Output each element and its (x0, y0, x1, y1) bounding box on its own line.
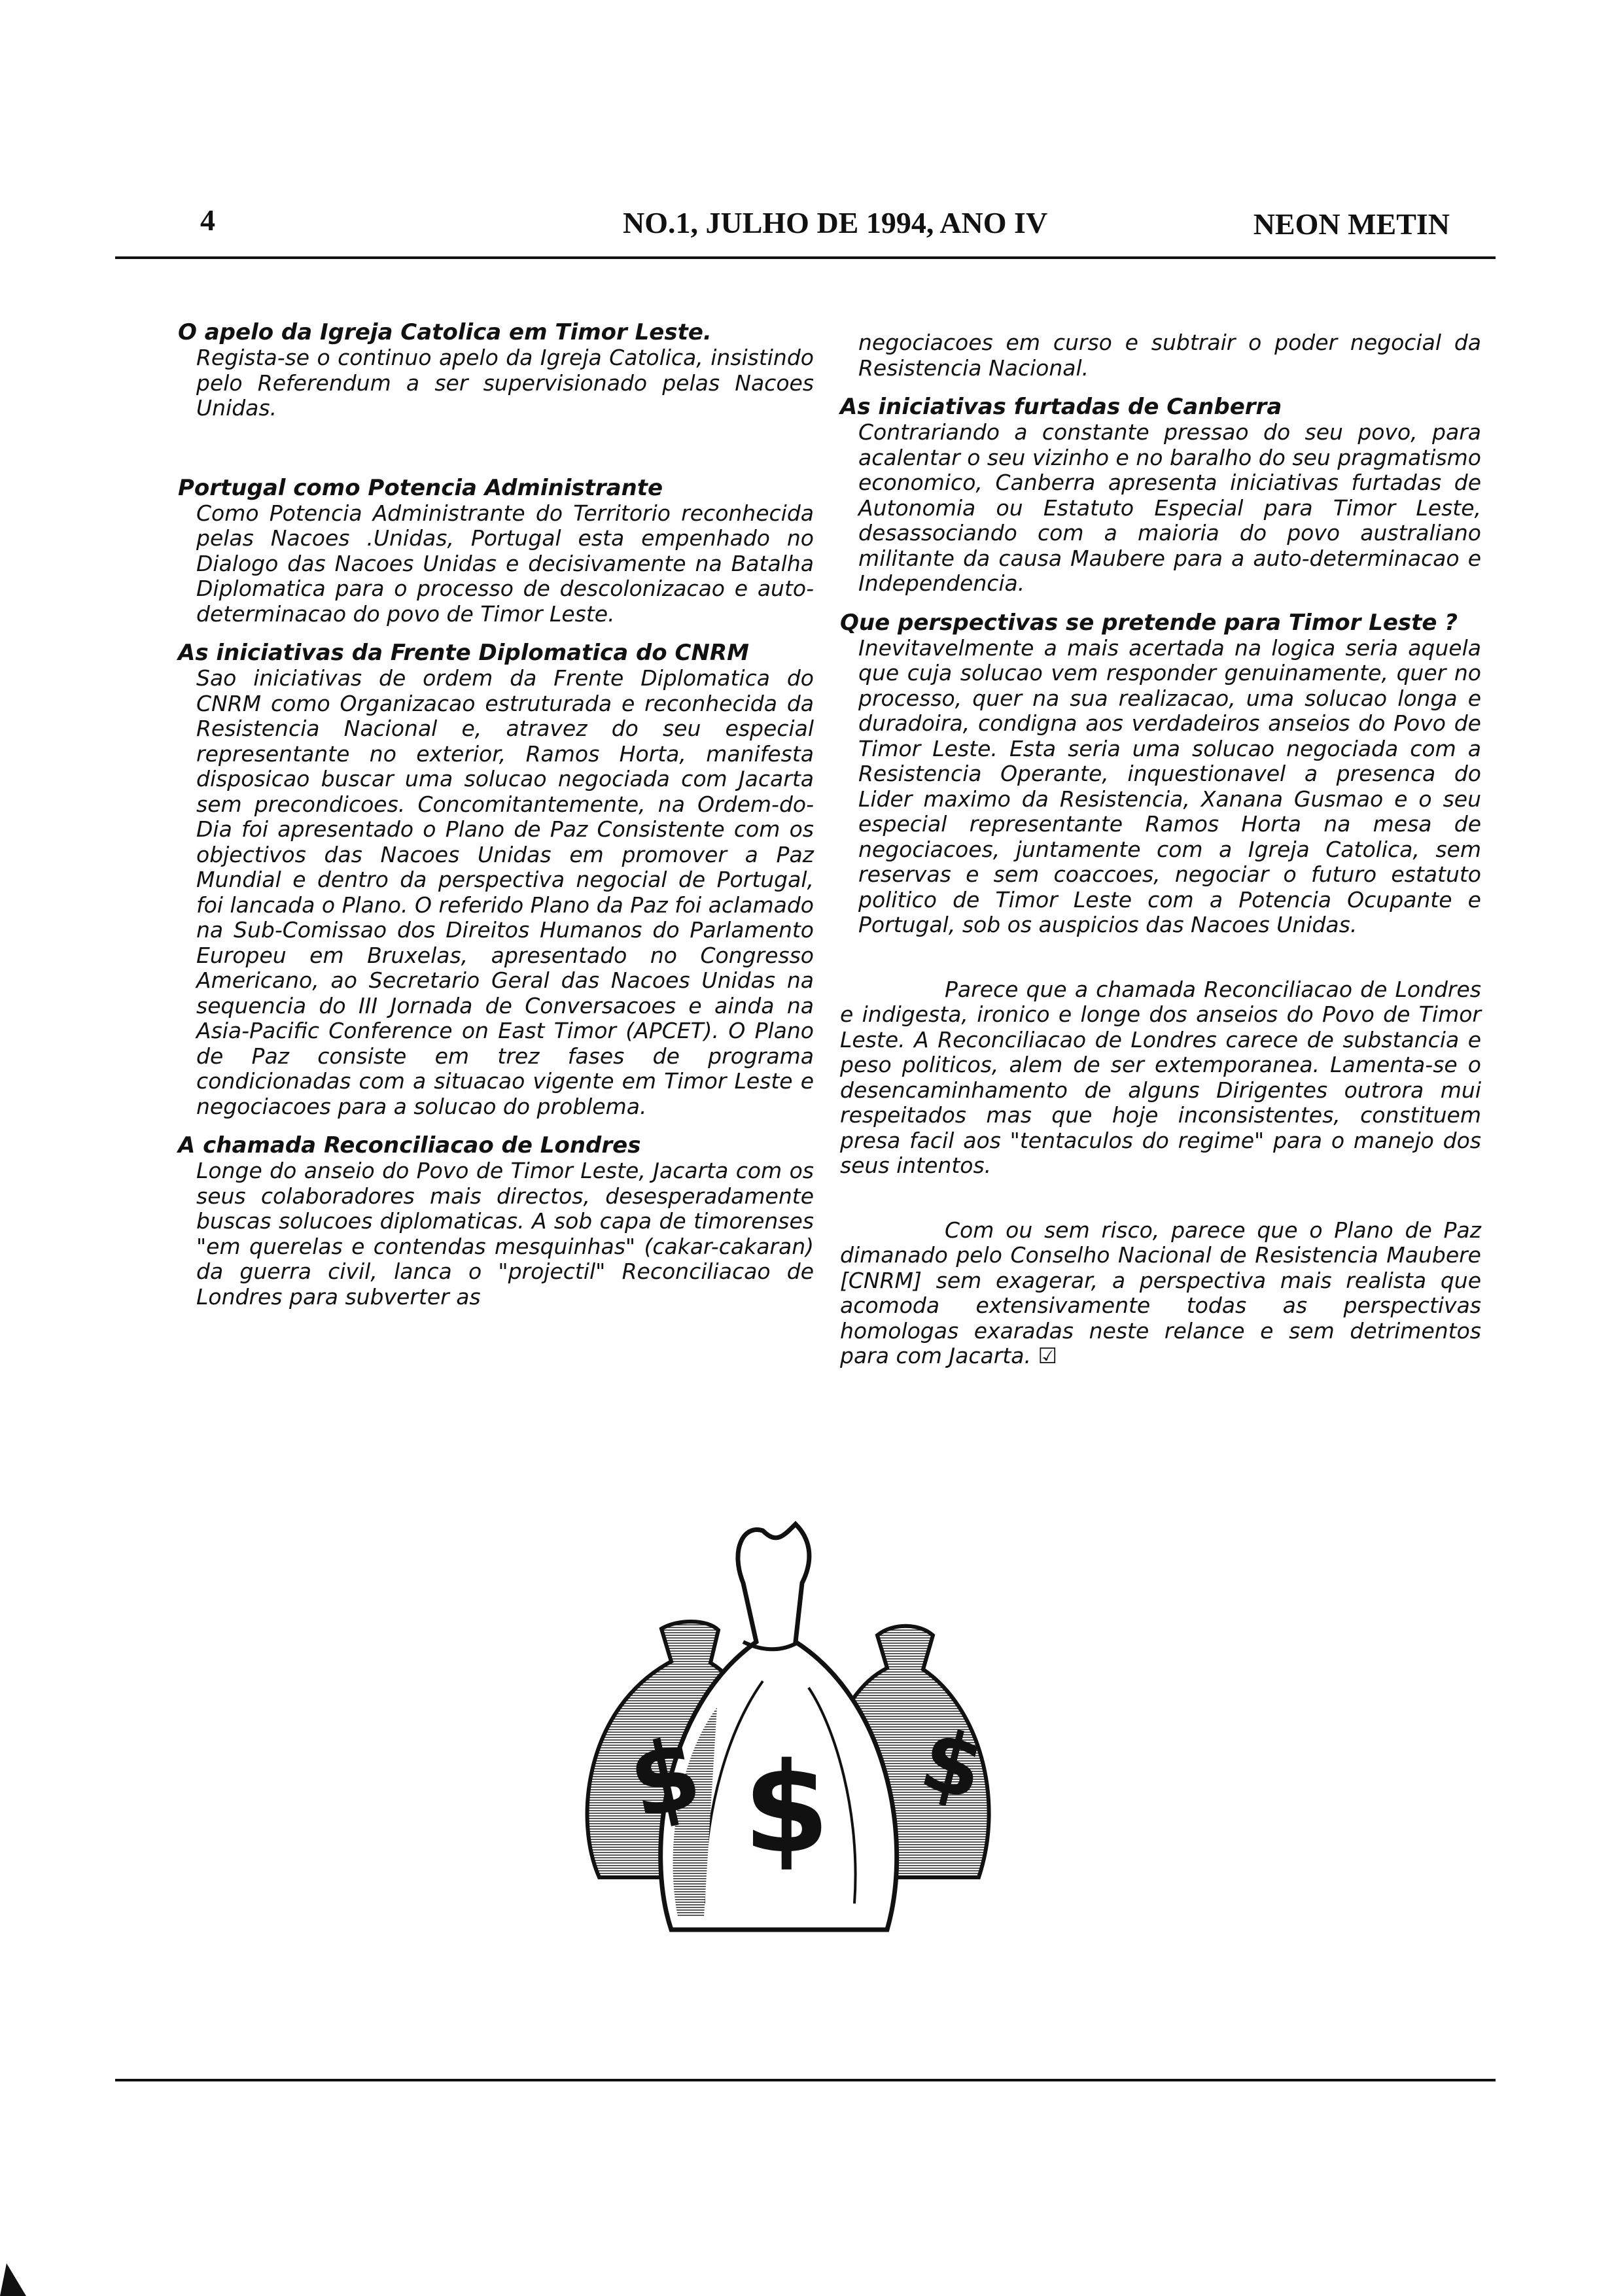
section-cnrm (178, 640, 814, 1119)
publication-name: NEON METIN (1253, 207, 1450, 241)
section-title: Que perspectivas se pretende para Timor Leste ? (840, 609, 1458, 636)
section-body: Como Potencia Administrante do Territorio reconhecida pelas Nacoes .Unidas, Portugal esta empenhado no Dialogo das Nacoes Unidas e decisivamente na Batalha Diplomatica para o processo de descolonizacao e auto-determinacao do povo de Timor Leste. (196, 500, 814, 627)
section-body: Longe do anseio do Povo de Timor Leste, Jacarta com os seus colaboradores mais directos, desesperadamente buscas solucoes diplomaticas. A sob capa de timorenses "em querelas e contendas mesquinhas" (cakar-cakaran) da guerra civil, lanca o "projectil" Reconciliacao de Londres para subverter as (196, 1158, 814, 1310)
scan-edge-mark (0, 2257, 79, 2296)
dollar-symbol: $ (911, 1709, 994, 1820)
dollar-symbol: $ (743, 1736, 830, 1881)
money-bags-illustration (547, 1511, 1018, 1943)
right-column (840, 330, 1481, 1382)
section-body: Regista-se o continuo apelo da Igreja Catolica, insistindo pelo Referendum a ser supervisionado pelas Nacoes Unidas. (196, 345, 814, 421)
section-igreja (178, 319, 814, 421)
section-title: A chamada Reconciliacao de Londres (178, 1132, 641, 1158)
header-rule (115, 256, 1496, 259)
continuation-text: negociacoes em curso e subtrair o poder negocial da Resistencia Nacional. (858, 330, 1481, 381)
footer-rule (115, 2079, 1496, 2081)
section-body: Inevitavelmente a mais acertada na logica seria aquela que cuja solucao vem responder genuinamente, quer no processo, quer na sua realizacao, uma solucao longa e duradoira, condigna aos verdadeiros anseios do Povo de Timor Leste. Esta seria uma solucao negociada com a Resistencia Operante, inquestionavel a presenca do Lider maximo da Resistencia, Xanana Gusmao e o seu especial representante Ramos Horta na mesa de negociacoes, juntamente com a Igreja Catolica, sem reservas e sem coaccoes, negociar o futuro estatuto politico de Timor Leste com a Potencia Ocupante e Portugal, sob os auspicios das Nacoes Unidas. (858, 635, 1481, 937)
page-header (115, 196, 1450, 249)
section-title: As iniciativas furtadas de Canberra (840, 394, 1282, 420)
dollar-symbol: $ (620, 1716, 710, 1842)
issue-line: NO.1, JULHO DE 1994, ANO IV (623, 206, 1048, 239)
page-number: 4 (200, 203, 215, 237)
continuation (840, 330, 1481, 381)
section-perspectivas (840, 610, 1481, 938)
paragraph-conclusao (840, 1218, 1481, 1369)
paragraph-text: Com ou sem risco, parece que o Plano de Paz dimanado pelo Conselho Nacional de Resistencia Maubere [CNRM] sem exagerar, a perspectiva mais realista que acomoda extensivamente todas as perspectivas homologas exaradas neste relance e sem detrimentos para com Jacarta. ☑ (840, 1217, 1481, 1368)
section-body: Sao iniciativas de ordem da Frente Diplomatica do CNRM como Organizacao estruturada e reconhecida da Resistencia Nacional e, atravez do seu especial representante no exterior, Ramos Horta, manifesta disposicao buscar uma solucao negociada com Jacarta sem precondicoes. Concomitantemente, na Ordem-do-Dia foi apresentado o Plano de Paz Consistente com os objectivos das Nacoes Unidas em promover a Paz Mundial e dentro da perspectiva negocial de Portugal, foi lancada o Plano. O referido Plano da Paz foi aclamado na Sub-Comissao dos Direitos Humanos do Parlamento Europeu em Bruxelas, apresentado no Congresso Americano, ao Secretario Geral das Nacoes Unidas na sequencia do III Jornada de Conversacoes e ainda na Asia-Pacific Conference on East Timor (APCET). O Plano de Paz consiste em trez fases de programa condicionadas com a situacao vigente em Timor Leste e negociacoes para a solucao do problema. (196, 665, 814, 1119)
section-title: Portugal como Potencia Administrante (178, 474, 663, 501)
paragraph-text: Parece que a chamada Reconciliacao de Londres e indigesta, ironico e longe dos anseios do Povo de Timor Leste. A Reconciliacao de Londres carece de substancia e peso politicos, alem de ser extemporanea. Lamenta-se o desencaminhamento de alguns Dirigentes outrora mui respeitados mas que hoje inconsistentes, constituem presa facil aos "tentaculos do regime" para o manejo dos seus intentos. (840, 976, 1481, 1178)
section-canberra (840, 394, 1481, 597)
section-londres (178, 1132, 814, 1310)
left-column (178, 319, 814, 1323)
section-title: O apelo da Igreja Catolica em Timor Leste. (178, 319, 712, 345)
section-portugal (178, 475, 814, 627)
section-body: Contrariando a constante pressao do seu povo, para acalentar o seu vizinho e no baralho do seu pragmatismo economico, Canberra apresenta iniciativas furtadas de Autonomia ou Estatuto Especial para Timor Leste, desassociando com a maioria do povo australiano militante da causa Maubere para a auto-determinacao e Independencia. (858, 419, 1481, 596)
section-title: As iniciativas da Frente Diplomatica do CNRM (178, 640, 749, 666)
paragraph-reconciliacao (840, 977, 1481, 1179)
